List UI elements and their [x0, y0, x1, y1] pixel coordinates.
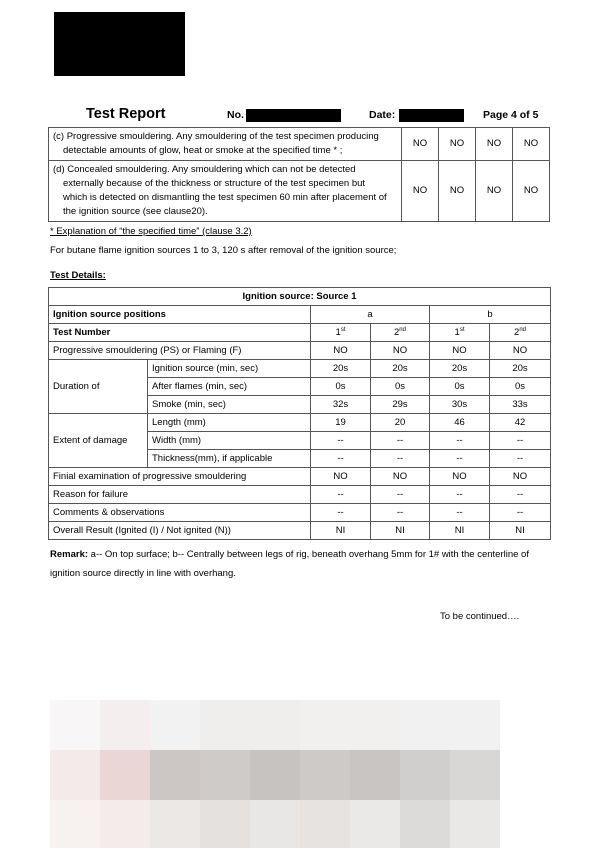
redacted-date: [399, 109, 464, 122]
test-number: 1st: [311, 324, 371, 342]
table-cell: NO: [476, 128, 513, 161]
table-cell: --: [371, 486, 430, 504]
remark-text: a-- On top surface; b-- Centrally between legs of rig, beneath overhang 5mm for 1# with the centerline of ignition source directly in line with overhang.: [50, 549, 529, 579]
table-row: [49, 486, 551, 504]
positions-label: Ignition source positions: [49, 306, 311, 324]
table-cell: NO: [311, 468, 371, 486]
pixelated-stamp-image: [50, 700, 500, 848]
row-label: Comments & observations: [49, 504, 311, 522]
smouldering-description: (c) Progressive smouldering. Any smouldering of the test specimen producing detectable amounts of glow, heat or smoke at the specified time * ;: [49, 128, 402, 161]
row-label: Finial examination of progressive smouldering: [49, 468, 311, 486]
table-cell: NO: [476, 161, 513, 222]
table-cell: 20: [371, 414, 430, 432]
report-header: [48, 106, 550, 126]
table-row: [49, 360, 551, 378]
page-indicator: Page 4 of 5: [483, 109, 539, 121]
table-cell: NO: [430, 342, 490, 360]
table-cell: 20s: [311, 360, 371, 378]
table-cell: --: [371, 504, 430, 522]
table-cell: NO: [439, 128, 476, 161]
table-row: [49, 288, 551, 306]
row-label: Ignition source (min, sec): [148, 360, 311, 378]
ignition-source-title: Ignition source: Source 1: [49, 288, 551, 306]
row-label: Progressive smouldering (PS) or Flaming (F): [49, 342, 311, 360]
table-cell: NO: [439, 161, 476, 222]
table-cell: --: [430, 432, 490, 450]
table-cell: --: [311, 504, 371, 522]
group-label: Extent of damage: [49, 414, 148, 468]
report-number-label: No.: [227, 109, 244, 121]
table-cell: 20s: [490, 360, 551, 378]
test-number: 2nd: [490, 324, 551, 342]
table-cell: NO: [490, 342, 551, 360]
table-cell: --: [490, 432, 551, 450]
row-label: Length (mm): [148, 414, 311, 432]
table-cell: 33s: [490, 396, 551, 414]
specified-time-note: * Explanation of “the specified time” (clause 3.2): [50, 226, 252, 237]
table-cell: --: [311, 450, 371, 468]
table-row: [49, 468, 551, 486]
test-details-table: [48, 287, 551, 540]
table-cell: 20s: [430, 360, 490, 378]
report-title: Test Report: [86, 106, 166, 122]
table-cell: 19: [311, 414, 371, 432]
table-cell: NO: [513, 128, 550, 161]
table-row: [49, 128, 550, 161]
position-b: b: [430, 306, 551, 324]
group-label: Duration of: [49, 360, 148, 414]
table-cell: NI: [311, 522, 371, 540]
table-cell: NO: [402, 161, 439, 222]
smouldering-table: [48, 127, 550, 222]
table-cell: 0s: [490, 378, 551, 396]
smouldering-description: (d) Concealed smouldering. Any smouldering which can not be detected externally because of the thickness or structure of the test specimen but which is detected on dismantling the test specimen 60 min after placement of the ignition source (see clause20).: [49, 161, 402, 222]
table-row: [49, 504, 551, 522]
table-cell: --: [430, 450, 490, 468]
table-cell: 46: [430, 414, 490, 432]
table-cell: NO: [311, 342, 371, 360]
table-cell: --: [371, 450, 430, 468]
table-cell: --: [430, 504, 490, 522]
table-cell: NI: [371, 522, 430, 540]
table-cell: 0s: [311, 378, 371, 396]
table-cell: --: [371, 432, 430, 450]
row-label: Thickness(mm), if applicable: [148, 450, 311, 468]
table-cell: --: [490, 504, 551, 522]
row-label: Overall Result (Ignited (I) / Not ignited (N)): [49, 522, 311, 540]
table-cell: NO: [371, 468, 430, 486]
table-cell: 32s: [311, 396, 371, 414]
table-row: [49, 161, 550, 222]
table-cell: NO: [371, 342, 430, 360]
table-cell: NO: [402, 128, 439, 161]
table-row: [49, 414, 551, 432]
redacted-logo: [54, 12, 185, 76]
table-cell: NI: [430, 522, 490, 540]
redacted-report-number: [246, 109, 341, 122]
remark-label: Remark:: [50, 549, 89, 560]
table-cell: NO: [430, 468, 490, 486]
table-cell: --: [311, 432, 371, 450]
table-row: [49, 522, 551, 540]
test-number: 1st: [430, 324, 490, 342]
table-row: [49, 342, 551, 360]
table-cell: NO: [513, 161, 550, 222]
row-label: Width (mm): [148, 432, 311, 450]
table-cell: 20s: [371, 360, 430, 378]
table-cell: --: [490, 486, 551, 504]
table-row: [49, 306, 551, 324]
row-label: Smoke (min, sec): [148, 396, 311, 414]
table-cell: 0s: [371, 378, 430, 396]
table-cell: NO: [490, 468, 551, 486]
row-label: Reason for failure: [49, 486, 311, 504]
remark-paragraph: [50, 545, 550, 583]
table-cell: 42: [490, 414, 551, 432]
butane-note: For butane flame ignition sources 1 to 3, 120 s after removal of the ignition source;: [50, 245, 397, 256]
test-number-label: Test Number: [49, 324, 311, 342]
date-label: Date:: [369, 109, 396, 121]
to-be-continued: To be continued….: [440, 611, 520, 622]
position-a: a: [311, 306, 430, 324]
table-cell: --: [490, 450, 551, 468]
table-row: [49, 324, 551, 342]
table-cell: --: [311, 486, 371, 504]
table-cell: 30s: [430, 396, 490, 414]
table-cell: NI: [490, 522, 551, 540]
table-cell: --: [430, 486, 490, 504]
table-cell: 0s: [430, 378, 490, 396]
row-label: After flames (min, sec): [148, 378, 311, 396]
test-details-heading: Test Details:: [50, 270, 106, 281]
table-cell: 29s: [371, 396, 430, 414]
test-number: 2nd: [371, 324, 430, 342]
